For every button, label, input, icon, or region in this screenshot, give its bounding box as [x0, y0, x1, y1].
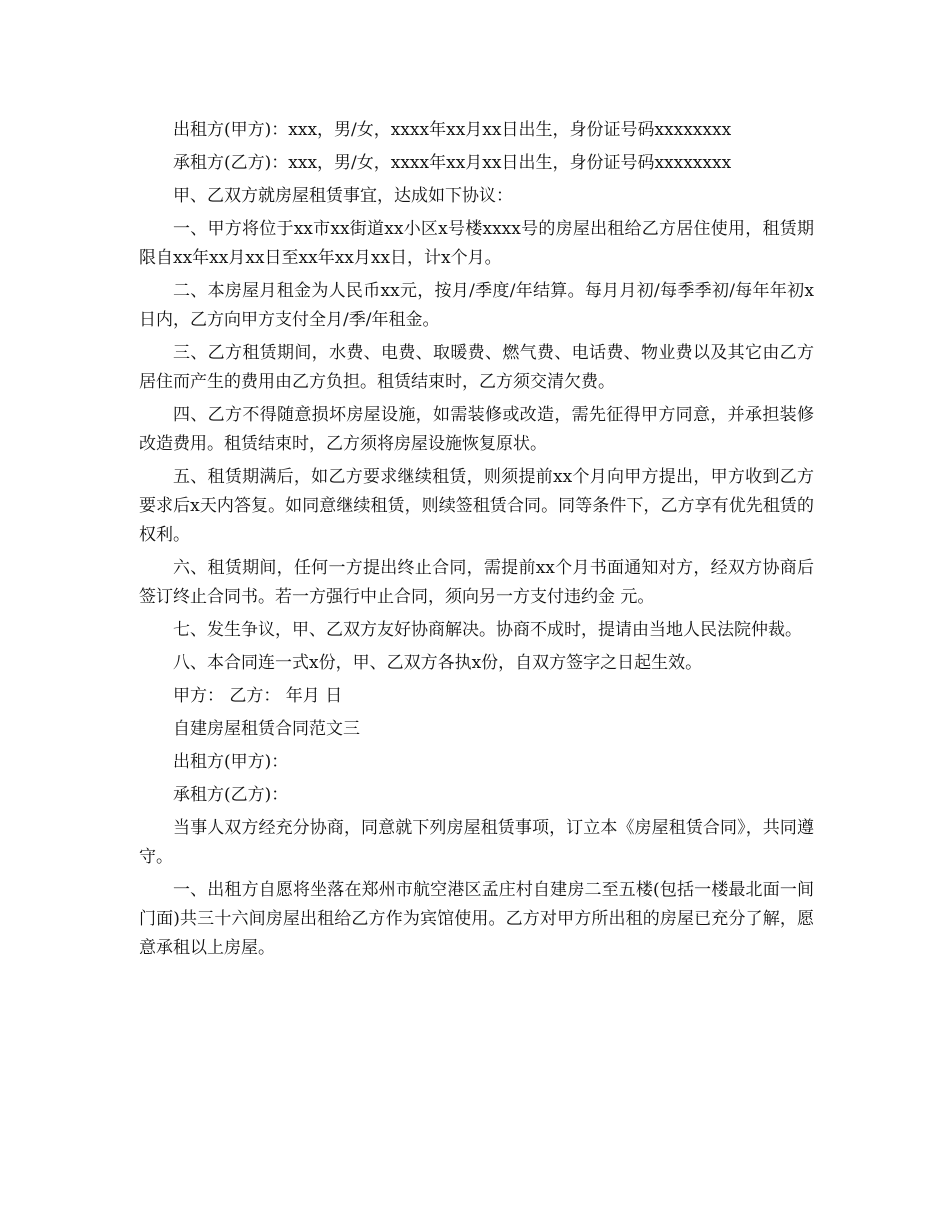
- signature-line: 甲方： 乙方： 年月 日: [173, 686, 343, 706]
- clause-1: 一、甲方将位于xx市xx街道xx小区x号楼xxxx号的房屋出租给乙方居住使用，租赁期限自xx年xx月xx日至xx年xx月xx日，计x个月。: [139, 219, 814, 268]
- clause-6: 六、租赁期间，任何一方提出终止合同，需提前xx个月书面通知对方，经双方协商后签订终止合同书。若一方强行中止合同，须向另一方支付违约金 元。: [139, 558, 814, 607]
- lessee-label: 承租方(乙方)：: [173, 785, 289, 805]
- clause-7: 七、发生争议，甲、乙双方友好协商解决。协商不成时，提请由当地人民法院仲裁。: [173, 620, 802, 640]
- clause-3: 三、乙方租赁期间，水费、电费、取暖费、燃气费、电话费、物业费以及其它由乙方居住而产生的费用由乙方负担。租赁结束时，乙方须交清欠费。: [139, 343, 814, 392]
- clause-2: 二、本房屋月租金为人民币xx元，按月/季度/年结算。每月月初/每季季初/每年年初x日内，乙方向甲方支付全月/季/年租金。: [139, 281, 814, 330]
- agreement-intro: 甲、乙双方就房屋租赁事宜，达成如下协议：: [173, 186, 513, 206]
- section-title: 自建房屋租赁合同范文三: [173, 719, 360, 739]
- clause-4: 四、乙方不得随意损坏房屋设施，如需装修或改造，需先征得甲方同意，并承担装修改造费用。租赁结束时，乙方须将房屋设施恢复原状。: [139, 405, 814, 454]
- clause-5: 五、租赁期满后，如乙方要求继续租赁，则须提前xx个月向甲方提出，甲方收到乙方要求后x天内答复。如同意继续租赁，则续签租赁合同。同等条件下，乙方享有优先租赁的权利。: [139, 467, 814, 545]
- lessor-label: 出租方(甲方)：: [173, 752, 289, 772]
- preamble: 当事人双方经充分协商，同意就下列房屋租赁事项，订立本《房屋租赁合同》，共同遵守。: [139, 818, 814, 867]
- article-1: 一、出租方自愿将坐落在郑州市航空港区孟庄村自建房二至五楼(包括一楼最北面一间门面)共三十六间房屋出租给乙方作为宾馆使用。乙方对甲方所出租的房屋已充分了解，愿意承租以上房屋。: [139, 880, 814, 958]
- clause-8: 八、本合同连一式x份，甲、乙双方各执x份，自双方签字之日起生效。: [173, 653, 703, 673]
- lessee-line: 承租方(乙方)：xxx，男/女，xxxx年xx月xx日出生，身份证号码xxxxxxxx: [173, 153, 732, 173]
- document-body: [139, 116, 814, 967]
- lessor-line: 出租方(甲方)：xxx，男/女，xxxx年xx月xx日出生，身份证号码xxxxxxxx: [173, 120, 732, 140]
